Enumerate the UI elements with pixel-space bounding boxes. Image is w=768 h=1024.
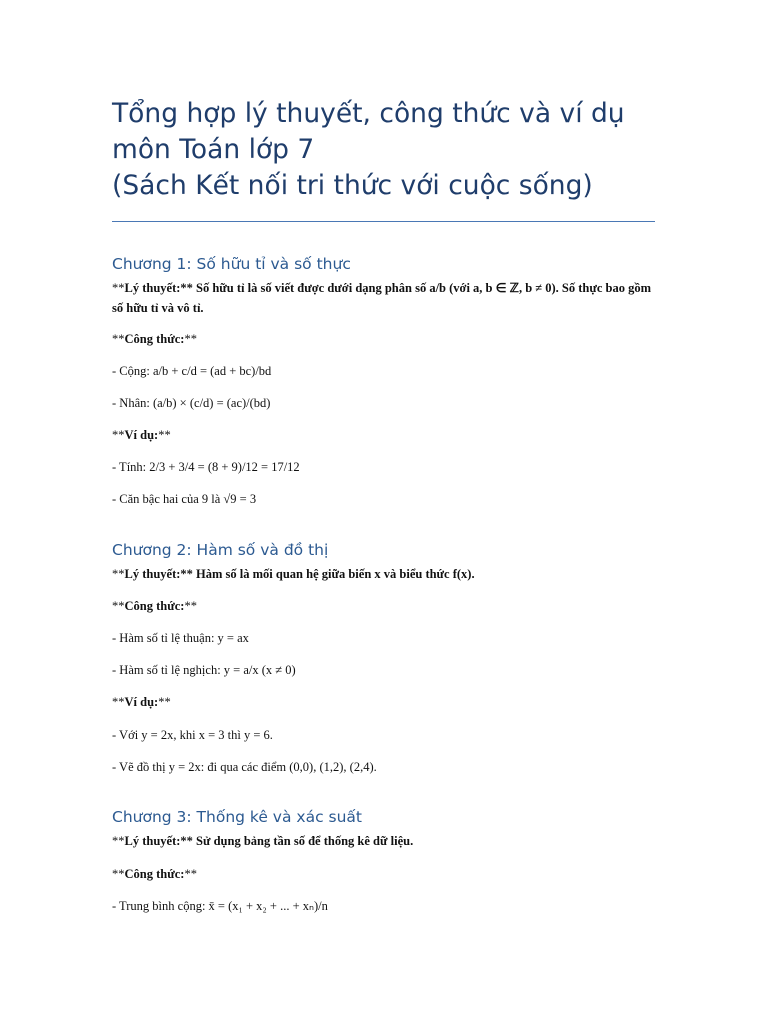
chapter-2-formula-heading (112, 597, 197, 615)
bold-marker: ** (112, 867, 125, 881)
formula-line: - Hàm số tỉ lệ nghịch: y = a/x (x ≠ 0) (112, 663, 296, 677)
example-label: Ví dụ: (124, 695, 159, 709)
chapter-3-heading: Chương 3: Thống kê và xác suất (112, 808, 362, 826)
theory-text: Hàm số là mối quan hệ giữa biến x và biểu thức f(x). (192, 567, 475, 581)
example-line: - Căn bậc hai của 9 là √9 = 3 (112, 492, 257, 506)
bold-marker: ** (112, 834, 125, 848)
formula-line: - Trung bình cộng: x̄ = (x₁ + x₂ + ... + xₙ)/n (112, 899, 328, 913)
formula-line: - Hàm số tỉ lệ thuận: y = ax (112, 631, 249, 645)
example-line: - Tính: 2/3 + 3/4 = (8 + 9)/12 = 17/12 (112, 460, 300, 474)
title-line: môn Toán lớp 7 (112, 134, 315, 165)
bold-marker: ** (112, 332, 125, 346)
theory-text: Số hữu tỉ là số viết được dưới dạng phân số a/b (với a, b ∈ ℤ, b ≠ 0). Số thực bao gồm số hữu tỉ và vô tỉ. (112, 281, 652, 315)
chapter-1-heading: Chương 1: Số hữu tỉ và số thực (112, 255, 351, 273)
bold-marker: ** (158, 428, 171, 442)
bold-marker: ** (112, 599, 125, 613)
formula-line: - Nhân: (a/b) × (c/d) = (ac)/(bd) (112, 396, 271, 410)
bold-marker: ** (158, 695, 171, 709)
chapter-3-theory (112, 831, 657, 851)
title-line: (Sách Kết nối tri thức với cuộc sống) (112, 170, 593, 201)
example-label: Ví dụ: (124, 428, 159, 442)
bold-marker: ** (184, 332, 197, 346)
bold-marker: ** (112, 428, 125, 442)
formula-label: Công thức: (124, 332, 185, 346)
title-line: Tổng hợp lý thuyết, công thức và ví dụ (112, 98, 625, 129)
chapter-2-theory (112, 564, 657, 584)
chapter-2-heading: Chương 2: Hàm số và đồ thị (112, 541, 329, 559)
theory-text: Sử dụng bảng tần số để thống kê dữ liệu. (192, 834, 414, 848)
bold-marker: ** (184, 599, 197, 613)
example-line: - Với y = 2x, khi x = 3 thì y = 6. (112, 728, 273, 742)
formula-line: - Cộng: a/b + c/d = (ad + bc)/bd (112, 364, 272, 378)
chapter-1-theory (112, 278, 657, 318)
bold-marker: ** (184, 867, 197, 881)
theory-label: Lý thuyết:** (124, 567, 193, 581)
chapter-1-formula-heading (112, 330, 197, 348)
formula-label: Công thức: (124, 599, 185, 613)
title-underline (112, 221, 655, 222)
bold-marker: ** (112, 281, 125, 295)
chapter-1-example-heading (112, 426, 171, 444)
chapter-3-formula-heading (112, 865, 197, 883)
theory-label: Lý thuyết:** (124, 834, 193, 848)
bold-marker: ** (112, 695, 125, 709)
document-title (112, 96, 672, 204)
bold-marker: ** (112, 567, 125, 581)
chapter-2-example-heading (112, 693, 171, 711)
theory-label: Lý thuyết:** (124, 281, 193, 295)
example-line: - Vẽ đồ thị y = 2x: đi qua các điểm (0,0), (1,2), (2,4). (112, 760, 377, 774)
formula-label: Công thức: (124, 867, 185, 881)
